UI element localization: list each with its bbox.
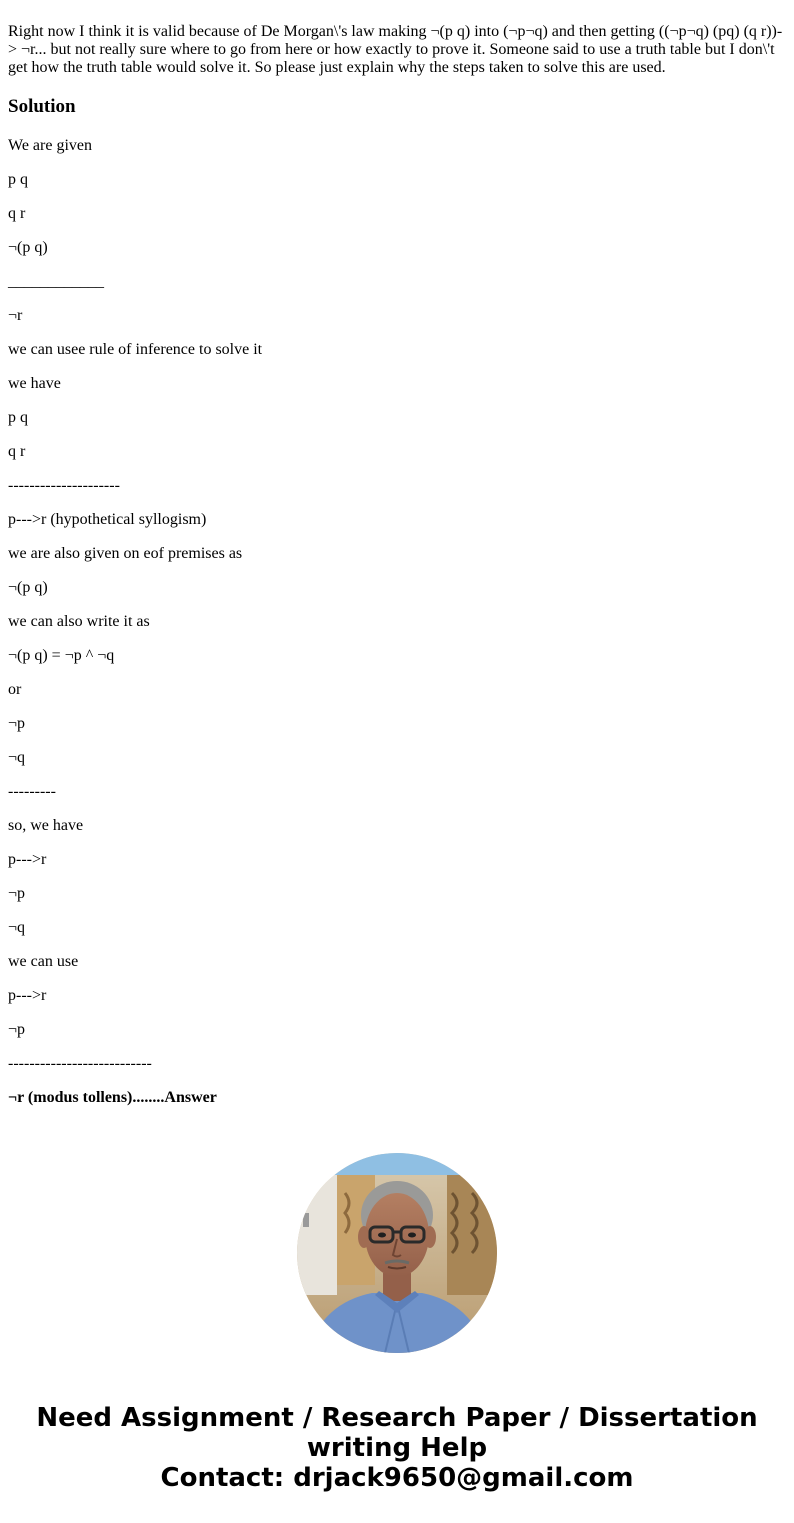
solution-body (8, 137, 786, 1123)
solution-line: ¬q (8, 919, 26, 936)
solution-line: we are also given on eof premises as (8, 545, 243, 562)
contact-email: Contact: drjack9650@gmail.com (160, 1463, 634, 1493)
solution-line: we can also write it as (8, 613, 150, 630)
solution-line: ¬p (8, 1021, 26, 1038)
solution-line: p q (8, 409, 28, 426)
solution-line: p--->r (8, 987, 47, 1004)
author-avatar (297, 1153, 497, 1353)
solution-line: p--->r (8, 851, 47, 868)
solution-line: ¬p (8, 885, 26, 902)
solution-line: p q (8, 171, 28, 188)
solution-line: --------------------------- (8, 1055, 152, 1072)
solution-heading: Solution (8, 96, 76, 117)
solution-line: or (8, 681, 22, 698)
answer-line: ¬r (modus tollens)........Answer (8, 1089, 217, 1106)
solution-line: ¬(p q) (8, 579, 48, 596)
solution-line: so, we have (8, 817, 84, 834)
solution-line: ¬r (8, 307, 23, 324)
solution-line: we have (8, 375, 61, 392)
solution-line: ¬q (8, 749, 26, 766)
solution-line: ¬(p q) (8, 239, 48, 256)
solution-line: ¬p (8, 715, 26, 732)
question-text: Right now I think it is valid because of De Morgan\'s law making ¬(p q) into (¬p¬q) and then getting ((¬p¬q) (pq) (q r))-> ¬r... but not really sure where to go from here or how exactly to prove it. Someone said to use a truth table but I don\'t get how the truth table would solve it. So please just explain why the steps taken to solve this are used. (8, 23, 783, 76)
solution-line: we can use (8, 953, 79, 970)
solution-line: --------------------- (8, 477, 120, 494)
solution-line: q r (8, 443, 26, 460)
contact-promo (0, 1403, 794, 1493)
solution-line: We are given (8, 137, 92, 154)
solution-line: ____________ (8, 273, 104, 290)
solution-line: we can usee rule of inference to solve it (8, 341, 263, 358)
promo-line: writing Help (306, 1433, 488, 1463)
solution-line: q r (8, 205, 26, 222)
promo-line: Need Assignment / Research Paper / Dissertation (36, 1403, 758, 1433)
solution-line: ¬(p q) = ¬p ^ ¬q (8, 647, 115, 664)
solution-line: --------- (8, 783, 56, 800)
solution-line: p--->r (hypothetical syllogism) (8, 511, 207, 528)
